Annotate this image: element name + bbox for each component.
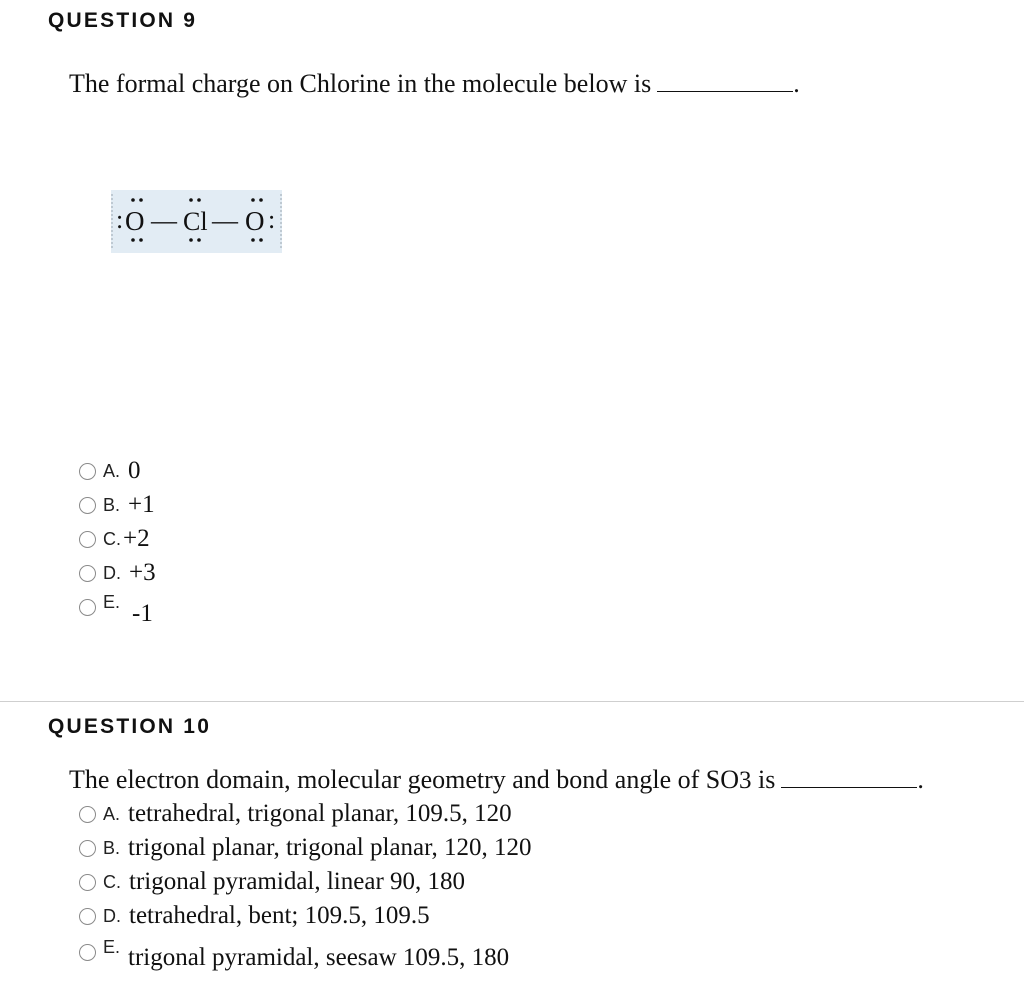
radio-button[interactable]: [79, 463, 96, 480]
option-letter: B.: [103, 837, 121, 858]
q9-option-a[interactable]: [79, 456, 141, 486]
option-letter: B.: [103, 494, 121, 515]
q10-option-e[interactable]: [79, 936, 510, 971]
radio-button[interactable]: [79, 599, 96, 616]
question-9-heading: QUESTION 9: [48, 9, 198, 32]
option-text: tetrahedral, bent; 109.5, 109.5: [129, 902, 430, 929]
option-letter: D.: [103, 905, 121, 926]
option-text: +3: [129, 559, 156, 586]
question-10-prompt: [69, 765, 924, 795]
option-letter: E.: [103, 591, 121, 612]
q9-option-b[interactable]: [79, 490, 155, 520]
q9-option-e[interactable]: [79, 591, 153, 627]
single-bond-2: —: [212, 206, 238, 235]
question-9-prompt-text: The formal charge on Chlorine in the molecule below is: [69, 69, 652, 98]
question-divider: [0, 701, 1024, 702]
radio-button[interactable]: [79, 806, 96, 823]
option-text: -1: [132, 600, 153, 627]
q10-option-a[interactable]: [79, 799, 512, 829]
option-text: trigonal pyramidal, linear 90, 180: [129, 868, 466, 895]
option-letter: A.: [103, 803, 121, 824]
option-letter: D.: [103, 562, 121, 583]
prompt-subscript: 3: [739, 767, 752, 794]
option-letter: A.: [103, 460, 121, 481]
question-9-prompt: [69, 69, 800, 99]
single-bond-1: —: [151, 206, 177, 235]
radio-button[interactable]: [79, 840, 96, 857]
radio-button[interactable]: [79, 874, 96, 891]
question-10-heading: QUESTION 10: [48, 715, 212, 738]
answer-blank: [657, 69, 793, 92]
lone-pair-left: :: [116, 205, 124, 234]
question-10-prompt-text: The electron domain, molecular geometry and bond angle of SO: [69, 765, 740, 794]
option-letter: E.: [103, 936, 121, 957]
option-text: trigonal planar, trigonal planar, 120, 120: [128, 834, 532, 861]
answer-blank: [781, 765, 917, 788]
prompt-tail: is: [758, 765, 776, 794]
q9-option-c[interactable]: [79, 524, 150, 554]
radio-button[interactable]: [79, 531, 96, 548]
chlorite-lewis-structure: [111, 190, 282, 253]
option-letter: C.: [103, 528, 121, 549]
q9-option-d[interactable]: [79, 558, 156, 588]
radio-button[interactable]: [79, 908, 96, 925]
atom-oxygen-right: O: [245, 206, 265, 236]
lone-pair-right: :: [268, 205, 276, 234]
radio-button[interactable]: [79, 944, 96, 961]
radio-button[interactable]: [79, 497, 96, 514]
q10-option-c[interactable]: [79, 867, 465, 897]
option-letter: C.: [103, 871, 121, 892]
option-text: 0: [128, 457, 141, 484]
option-text: +1: [128, 491, 155, 518]
q10-option-d[interactable]: [79, 901, 430, 931]
option-text: tetrahedral, trigonal planar, 109.5, 120: [128, 800, 512, 827]
option-text: trigonal pyramidal, seesaw 109.5, 180: [128, 944, 510, 971]
option-text: +2: [123, 525, 150, 552]
lewis-structure-drawing: [111, 190, 282, 253]
atom-chlorine: Cl: [183, 207, 208, 236]
prompt-period: .: [917, 765, 924, 794]
prompt-period: .: [793, 69, 800, 98]
radio-button[interactable]: [79, 565, 96, 582]
atom-oxygen-left: O: [125, 206, 145, 236]
q10-option-b[interactable]: [79, 833, 531, 863]
